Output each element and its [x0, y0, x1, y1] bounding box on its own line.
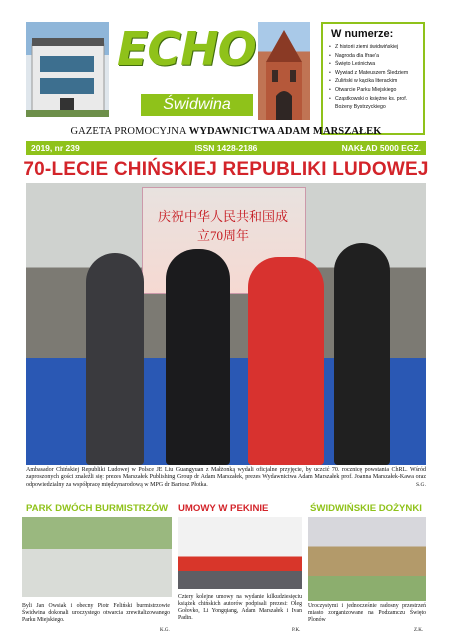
building-photo	[26, 22, 109, 117]
contents-item: • Cząstkowski o księżne ks. prof. Bożeny Bystrzyckiego	[329, 95, 423, 112]
logo-subtitle: Świdwina	[141, 94, 253, 116]
contents-list	[323, 43, 423, 112]
person-2	[166, 249, 230, 465]
beijing-text: Cztery kolejne umowy na wydanie kilkudziesięciu książek chińskich autorów podpisali prezesi: Oleg Gołovko, Li Yongqiang, Adam Marszałek i Ivan Padin.	[178, 594, 302, 621]
subhead-umowy: UMOWY W PEKINIE	[178, 503, 269, 514]
caption-credit: S.G.	[416, 481, 426, 488]
circulation: NAKŁAD 5000 EGZ.	[341, 143, 421, 153]
beijing-photo	[178, 517, 302, 589]
logo-title: ECHO	[117, 22, 256, 76]
main-caption	[26, 467, 426, 489]
church-photo	[258, 22, 310, 120]
issue-number: 2019, nr 239	[31, 143, 80, 153]
park-photo	[22, 517, 172, 597]
contents-box	[321, 22, 425, 135]
person-1	[86, 253, 144, 465]
park-credit: K.G.	[160, 628, 170, 633]
church-illustration	[258, 22, 310, 120]
subhead-park: PARK DWÓCH BURMISTRZÓW	[26, 503, 169, 514]
contents-title: W numerze:	[331, 28, 394, 40]
person-3	[248, 257, 324, 465]
issn: ISSN 1428-2186	[194, 143, 258, 153]
echo-logo	[115, 20, 256, 122]
contents-item: • Z historii ziemi świdwińskiej	[329, 43, 423, 52]
tagline-bold: WYDAWNICTWA ADAM MARSZAŁEK	[188, 126, 382, 137]
park-text: Byli Jan Owsiak i obecny Piotr Feliński burmistrzowie Świdwina dokonali uroczystego otwarcia zrewitalizowanego Parku Miejskiego.	[22, 603, 170, 623]
banner-text: 庆祝中华人民共和国成立70周年	[157, 209, 288, 243]
harvest-photo	[308, 517, 426, 601]
harvest-credit: Z.K.	[414, 628, 424, 633]
building-illustration	[26, 22, 109, 117]
main-photo	[26, 183, 426, 465]
person-4	[334, 243, 390, 465]
caption-text: Ambasador Chińskiej Republiki Ludowej w Polsce JE Liu Guangyuan z Małżonką wydali oficjalne przyjęcie, by uczcić 70. rocznicę powstania ChRL. Wśród zaproszonych gości znaleźli się: prezes Marszałek Publishing Group dr Adam Marszałek, prezes Wydawnictwa Adam Marszałek prof. Joanna Marszałek-Kawa oraz odpowiedzialny za współpracę międzynarodową w MPG dr Bartosz Płotka.	[26, 467, 426, 488]
tagline-plain: GAZETA PROMOCYJNA	[70, 126, 186, 137]
subhead-dozynki: ŚWIDWIŃSKIE DOŻYNKI	[310, 503, 422, 514]
contents-item: • Wywiad z Mateuszem Śledziem	[329, 69, 423, 78]
headline: 70-LECIE CHIŃSKIEJ REPUBLIKI LUDOWEJ	[23, 159, 429, 180]
issue-bar	[26, 141, 426, 155]
harvest-text: Uroczystymi i jednocześnie radosny przestrzeń miasto zorganizowane na Podzamczu Święto Plonów	[308, 603, 426, 623]
beijing-credit: P.K.	[292, 628, 301, 633]
contents-item: • Zuliński w kącika literackim	[329, 77, 423, 86]
contents-item: • Otwarcie Parku Miejskiego	[329, 86, 423, 95]
contents-item: • Święto Leśnictwa	[329, 60, 423, 69]
contents-item: • Nagroda dla Ifrae'a	[329, 52, 423, 61]
tagline	[0, 126, 452, 137]
